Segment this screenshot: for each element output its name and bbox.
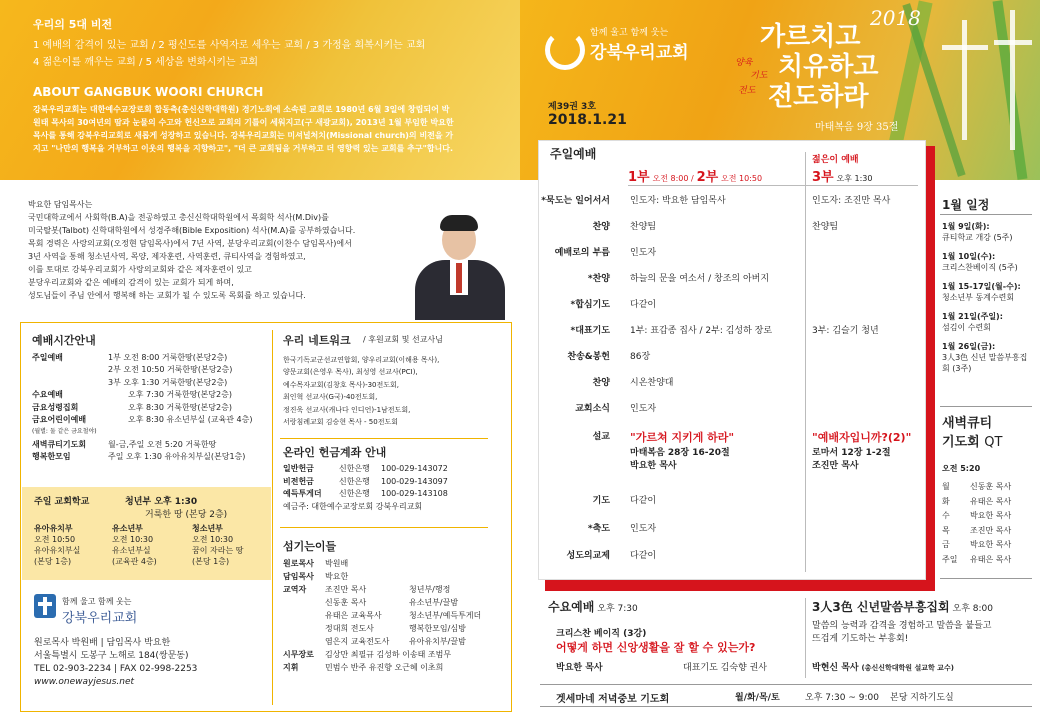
servant-role: 원로목사: [283, 559, 314, 568]
about-text: [33, 103, 454, 155]
servant-name: 조진만 목사: [325, 585, 367, 594]
service-1-time: 오전 8:00 /: [652, 174, 694, 183]
order-value: 하늘의 문을 여소서 / 창조의 아버지: [630, 274, 770, 284]
footer-line: 원로목사 박원배 | 담임목사 박요한: [34, 638, 171, 648]
worship-value: 주일 오후 1:30 유아유치부실(본당1층): [108, 452, 246, 462]
dept-place: 유아유치부실: [34, 546, 81, 555]
service-1-label: 1부: [628, 170, 650, 185]
dept-time: 오전 10:50: [34, 535, 76, 544]
servant-name: 김상만 최필규 김성하 이송태 조범무: [325, 650, 452, 659]
church-logo-icon: [34, 594, 56, 618]
revival-title: 3人3色 신년말씀부흥집회: [812, 600, 950, 614]
pastor-line: 3년 사역을 통해 청소년사역, 목양, 제자훈련, 사역훈련, 큐티사역을 경험하였고,: [28, 252, 306, 261]
sunday-school-label: 주일 교회학교: [34, 497, 90, 507]
dept-name: 유아유치부: [34, 524, 73, 533]
order-label: *축도: [587, 524, 610, 534]
wednesday-prayer: 대표기도 김숙향 권사: [683, 663, 767, 673]
servant-role: 지휘: [283, 663, 299, 672]
wednesday-preacher: 박요한 목사: [556, 663, 603, 673]
schedule-date: 1월 9일(화):: [942, 222, 990, 231]
schedule-date: 1월 21일(주일):: [942, 312, 1003, 321]
service-3-time: 오후 1:30: [836, 174, 873, 183]
network-title: 우리 네트워크: [283, 334, 351, 347]
dept-time: 오전 10:30: [192, 535, 234, 544]
schedule-title: 1월 일정: [942, 198, 990, 212]
schedule-desc: 섬김이 수련회: [942, 323, 991, 332]
young-worship-label: 젊은이 예배: [812, 155, 859, 165]
qt-leader: 조진만 목사: [970, 525, 1012, 535]
pastor-line: 목회 경력은 사랑의교회(오정현 담임목사)에서 7년 사역, 분당우리교회(이찬수 담임목사)에서: [28, 239, 352, 248]
order-label: 설교: [592, 432, 610, 442]
order-label: 찬송&봉헌: [567, 352, 610, 362]
sermon-3-title: "예배자입니까?(2)": [812, 431, 912, 444]
cross-icon: [962, 20, 967, 140]
order-value: 인도자: [630, 248, 657, 258]
qt-day: 주일: [942, 554, 958, 564]
gethsemane-time: 오후 7:30 ~ 9:00: [805, 693, 879, 703]
dept-floor: (본당 1층): [34, 557, 72, 566]
dept-kids: [112, 523, 184, 567]
pastor-line: 분당우리교회와 같은 예배의 감격이 있는 교회가 되게 하며,: [28, 278, 234, 287]
header-tagline: 함께 울고 함께 웃는: [590, 28, 669, 38]
about-line: 지고 "나만의 행복을 거부하고 이웃의 행복을 지향하고", "더 큰 교회됨을 거부하고 더 영향력 있는 교회를 추구"합니다.: [33, 144, 454, 153]
order-value-3: 찬양팀: [812, 222, 839, 232]
church-logo-icon: [545, 30, 585, 70]
qt-day: 목: [942, 525, 950, 535]
gethsemane-days: 월/화/목/토: [735, 693, 780, 703]
qt-leader: 유태은 목사: [970, 554, 1012, 564]
order-value: 1부: 표갑종 집사 / 2부: 김성하 장로: [630, 326, 773, 336]
pastor-line: 이를 토대로 강북우리교회가 사랑의교회와 같은 제자훈련이 있고: [28, 265, 252, 274]
worship-label: 주일예배: [32, 353, 63, 362]
offering-label: 비전헌금: [283, 476, 314, 486]
order-value: 86장: [630, 352, 651, 362]
qt-day: 수: [942, 511, 950, 520]
schedule-date: 1월 26일(금):: [942, 342, 996, 351]
sermon-1-title: "가르쳐 지키게 하라": [630, 431, 735, 444]
divider: [540, 684, 1032, 685]
order-value-3: 인도자: 조진만 목사: [812, 196, 891, 206]
offering-account: 100-029-143097: [381, 476, 448, 486]
vision-line-2: 4 젊은이를 깨우는 교회 / 5 세상을 변화시키는 교회: [33, 57, 259, 68]
worship-value: 월-금,주일 오전 5:20 거룩한땅: [108, 439, 217, 449]
offering-account: 100-029-143072: [381, 464, 448, 473]
worship-value: 오후 8:30 거룩한땅(본당2층): [128, 402, 232, 412]
servant-role: 담임목사: [283, 572, 314, 581]
cross-icon: [1010, 10, 1015, 150]
order-label: 예배로의 부름: [554, 248, 610, 258]
worship-value: 1부 오전 8:00 거룩한땅(본당2층): [108, 353, 228, 362]
order-value: 다같이: [630, 300, 657, 310]
qt-list: [942, 480, 1032, 567]
divider: [272, 330, 273, 705]
network-line: 예수목자교회(김창호 목사)-30전도회,: [283, 380, 400, 389]
slogan-2: 치유하고: [778, 52, 879, 82]
servant-duty: 행복한모임/심방: [409, 624, 466, 633]
qt-leader: 박요한 목사: [970, 540, 1012, 549]
order-value: 시온찬양대: [630, 378, 674, 388]
dept-floor: (교육관 4층): [112, 557, 157, 566]
schedule-list: [942, 221, 1034, 374]
order-value: 인도자: 박요한 담임목사: [630, 196, 726, 206]
network-line: 양문교회(은영우 목사), 최성영 선교사(PCI),: [283, 368, 418, 377]
servant-name: 박원배: [325, 559, 349, 568]
divider: [280, 527, 488, 528]
servants-title: 섬기는이들: [283, 540, 337, 553]
offering-bank: 신한은행: [339, 476, 370, 486]
revival-speaker-name: 박현신 목사: [812, 663, 859, 673]
network-line: 정진욱 선교사(캐나다 인디언)-1남전도회,: [283, 405, 411, 414]
dept-place: 유소년부실: [112, 546, 151, 555]
network-subtitle: / 후원교회 및 선교사님: [363, 335, 443, 344]
dept-teens: [192, 523, 268, 567]
worship-label: 수요예배: [32, 390, 63, 400]
about-line: 원태 목사의 30여년의 땀과 눈물의 수고와 헌신으로 교회의 기틀이 세워지고(구 새광교회), 2013년 1월 부임한 박요한: [33, 118, 454, 127]
servant-name: 박요한: [325, 572, 349, 581]
order-value: 인도자: [630, 404, 657, 414]
pastor-bio: [28, 198, 355, 302]
order-value-3: 3부: 김슬기 청년: [812, 326, 879, 336]
dept-place: 꿈이 자라는 땅: [192, 546, 244, 555]
servants-list: [283, 557, 481, 674]
servant-role: 시무장로: [283, 650, 314, 659]
qt-title-2-text: 기도회: [942, 435, 980, 450]
order-value: 찬양팀: [630, 222, 657, 232]
servant-name: 정대희 전도사: [325, 624, 374, 633]
column-divider: [805, 598, 806, 678]
qt-leader: 박요한 목사: [970, 511, 1012, 520]
revival-line: 뜨겁게 기도하는 부흥회!: [812, 634, 909, 644]
network-line: 서랑침례교회 김승현 목사 - 50전도회: [283, 418, 399, 427]
cross-icon-bar: [942, 45, 988, 50]
qt-leader: 유태은 목사: [970, 496, 1012, 506]
schedule-date: 1월 10일(수):: [942, 252, 996, 261]
footer-line: TEL 02-903-2234 | FAX 02-998-2253: [34, 664, 198, 674]
gethsemane-place: 본당 지하기도실: [890, 693, 954, 703]
order-label: 교회소식: [575, 404, 610, 414]
network-line: 한국기독교군선교연합회, 양우리교회(이해용 목사),: [283, 356, 440, 364]
qt-title-1: 새벽큐티: [942, 416, 993, 431]
dept-time: 오전 10:30: [112, 535, 154, 544]
schedule-date: 1월 15-17일(월-수):: [942, 282, 1021, 291]
sermon-3-preacher: 조진만 목사: [812, 461, 859, 471]
offering-account: 100-029-143108: [381, 489, 448, 498]
order-label: 성도의교제: [566, 551, 610, 561]
about-line: 목사를 통해 강북우리교회로 새롭게 성장하고 있습니다. 강북우리교회는 미셔널처치(Missional church)의 비전을 가: [33, 131, 454, 140]
network-line: 최인혁 선교사(G국)-40전도회,: [283, 393, 378, 402]
dept-infant: [34, 523, 106, 567]
slogan-side-1: 양육: [735, 58, 753, 68]
offering-list: [283, 463, 448, 513]
pastor-line: 국민대학교에서 사회학(B.A)을 전공하였고 총신신학대학원에서 목회학 석사(M.Div)를: [28, 213, 329, 222]
schedule-desc: 청소년부 동계수련회: [942, 293, 1015, 302]
order-label: *묵도는 일어서서: [541, 196, 610, 206]
sunday-title: 주일예배: [550, 147, 597, 161]
order-label: 기도: [592, 496, 610, 506]
footer-tagline: 함께 울고 함께 웃는: [62, 597, 132, 606]
worship-label: 금요어린이예배: [32, 415, 87, 425]
divider: [280, 438, 488, 439]
worship-value: 3부 오후 1:30 거룩한땅(본당2층): [108, 377, 228, 387]
network-list: [283, 354, 439, 428]
offering-holder: 예금주: 대한예수교장로회 강북우리교회: [283, 501, 423, 511]
servant-name: 민범수 반주 유진향 오근혜 이초희: [325, 663, 444, 672]
divider: [940, 406, 1032, 407]
schedule-desc: 3人3色 신년 말씀부흥집회 (3주): [942, 353, 1028, 373]
about-title: ABOUT GANGBUK WOORI CHURCH: [33, 85, 264, 99]
sermon-3-ref: 로마서 12장 1-2절: [812, 448, 891, 458]
servant-duty: 청년부/행정: [409, 585, 451, 594]
order-label: *합심기도: [570, 300, 610, 310]
qt-time: 오전 5:20: [942, 464, 981, 473]
service-3-label: 3부: [812, 170, 834, 185]
servant-duty: 유소년부/끌밤: [409, 598, 459, 607]
issue-number: 제39권 3호: [548, 102, 597, 112]
wednesday-topic: 어떻게 하면 신앙생활을 잘 할 수 있는가?: [556, 641, 756, 654]
slogan-side-2: 기도: [750, 71, 768, 81]
revival-line: 말씀의 능력과 감격을 경험하고 말씀을 붙들고: [812, 621, 992, 631]
pastor-line: 박요한 담임목사는: [28, 200, 93, 209]
sermon-1-ref: 마태복음 28장 16-20절: [630, 448, 730, 458]
column-divider: [805, 152, 806, 572]
year-script: 2018: [870, 6, 921, 30]
revival-desc: [812, 620, 992, 646]
servant-role: 교역자: [283, 585, 307, 594]
worship-label: 행복한모임: [32, 452, 71, 462]
dept-floor: (본당 1층): [192, 557, 230, 566]
slogan-side-3: 전도: [738, 86, 756, 96]
worship-value: 오후 8:30 유소년부실 (교육관 4층): [128, 415, 253, 425]
gethsemane-title: 겟세마네 저녁중보 기도회: [556, 694, 670, 705]
service-3-header: [812, 166, 872, 185]
revival-header: [812, 598, 993, 615]
service-2-label: 2부: [696, 170, 719, 185]
pastor-photo: [410, 215, 510, 320]
order-value: 인도자: [630, 524, 657, 534]
order-label: 찬양: [592, 222, 610, 232]
wednesday-title: 수요예배: [548, 600, 595, 614]
wednesday-series: 크리스찬 베이직 (3강): [556, 629, 647, 639]
footer-website[interactable]: www.onewayjesus.net: [34, 677, 135, 687]
about-line: 강북우리교회는 대한예수교장로회 합동측(총신신학대학원) 경기노회에 소속된 교회로 1980년 6월 3일에 창립되어 박: [33, 105, 450, 114]
qt-leader: 신동훈 목사: [970, 482, 1012, 491]
footer-church-name: 강북우리교회: [62, 611, 138, 626]
wednesday-header: [548, 598, 638, 615]
worship-times-list: [32, 352, 252, 464]
footer-line: 서울특별시 도봉구 노해로 184(쌍문동): [34, 651, 189, 661]
offering-bank: 신한은행: [339, 489, 370, 498]
wednesday-time: 오후 7:30: [597, 604, 638, 614]
worship-note: (월별: 둘 같은 금요철야): [32, 428, 97, 436]
vision-line-1: 1 예배의 감격이 있는 교회 / 2 평신도를 사역자로 세우는 교회 / 3 가정을 회복시키는 교회: [33, 40, 426, 51]
footer-info: [34, 637, 197, 689]
servant-name: 신동훈 목사: [325, 598, 367, 607]
worship-label: 금요성령집회: [32, 402, 79, 412]
servant-name: 염은지 교육전도사: [325, 637, 390, 646]
sermon-1-preacher: 박요한 목사: [630, 461, 677, 471]
qt-day: 화: [942, 496, 950, 506]
cross-icon-bar: [994, 40, 1032, 45]
divider: [940, 578, 1032, 579]
worship-label: 새벽큐티기도회: [32, 439, 87, 449]
order-label: *찬양: [587, 274, 610, 284]
qt-title-2: [942, 431, 1002, 450]
vision-title: 우리의 5대 비전: [33, 18, 113, 31]
issue-date: 2018.1.21: [548, 112, 627, 128]
divider: [940, 214, 1032, 215]
slogan-1: 가르치고: [760, 22, 861, 52]
servant-duty: 청소년부/예득투게더: [409, 611, 482, 620]
worship-times-title: 예배시간안내: [32, 334, 96, 347]
dept-name: 유소년부: [112, 524, 143, 533]
revival-speaker-note: (총신신학대학원 설교학 교수): [861, 664, 954, 672]
revival-speaker: [812, 660, 954, 673]
worship-value: 2부 오전 10:50 거룩한땅(본당2층): [108, 365, 233, 375]
service-2-time: 오전 10:50: [721, 174, 763, 183]
qt-day: 월: [942, 482, 950, 491]
offering-label: 일반헌금: [283, 464, 314, 473]
youth-place: 거룩한 땅 (본당 2층): [145, 510, 228, 520]
offering-label: 예득투게더: [283, 489, 322, 498]
pastor-line: 성도님들이 주님 안에서 행복해 하는 교회가 될 수 있도록 목회를 하고 있습니다.: [28, 291, 306, 300]
qt-day: 금: [942, 540, 950, 549]
revival-time: 오후 8:00: [952, 604, 993, 614]
youth-time: 청년부 오후 1:30: [125, 497, 198, 507]
worship-value: 오후 7:30 거룩한땅(본당2층): [128, 390, 232, 400]
order-value: 다같이: [630, 551, 657, 561]
schedule-desc: 큐티학교 개강 (5주): [942, 233, 1013, 242]
pastor-line: 미국탈봇(Talbot) 신학대학원에서 성경주해(Bible Exposition) 석사(M.A)를 공부하였습니다.: [28, 226, 356, 235]
offering-bank: 신한은행: [339, 464, 370, 473]
divider: [628, 185, 918, 186]
divider: [540, 706, 1032, 707]
servant-duty: 유아유치부/끌밤: [409, 637, 466, 646]
slogan-3: 전도하라: [768, 82, 869, 112]
schedule-desc: 크리스찬베이직 (5주): [942, 263, 1018, 272]
order-value: 다같이: [630, 496, 657, 506]
qt-title-qt: QT: [984, 435, 1003, 450]
service-1-2-header: [628, 166, 762, 185]
order-label: 찬양: [592, 378, 610, 388]
order-label: *대표기도: [570, 326, 610, 336]
dept-name: 청소년부: [192, 524, 223, 533]
offering-title: 온라인 헌금계좌 안내: [283, 446, 387, 459]
servant-name: 유태은 교육목사: [325, 611, 382, 620]
slogan-verse: 마태복음 9장 35절: [815, 122, 899, 133]
header-church-name: 강북우리교회: [590, 43, 689, 63]
